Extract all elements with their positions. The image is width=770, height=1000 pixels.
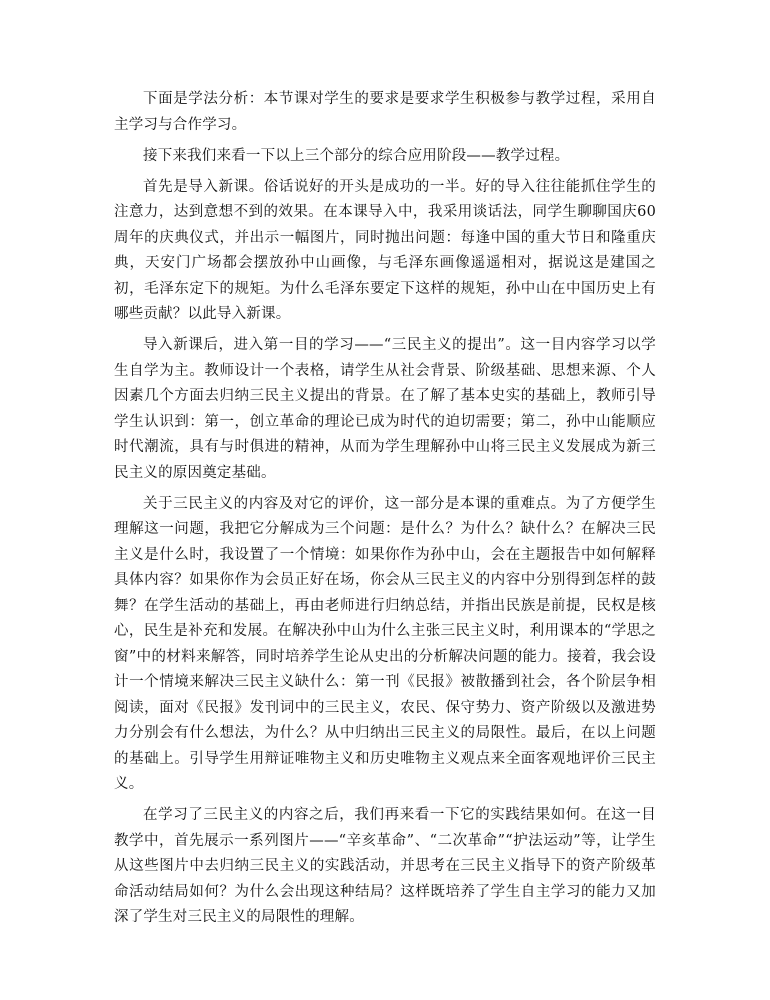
paragraph-lesson-introduction: 首先是导入新课。俗话说好的开头是成功的一半。好的导入往往能抓住学生的注意力，达到意想不到的效果。在本课导入中，我采用谈话法，同学生聊聊国庆60周年的庆典仪式，并出示一幅图片，同时抛出问题：每逢中国的重大节日和隆重庆典，天安门广场都会摆放孙中山画像，与毛泽东画像遥遥相对，据说这是建国之初，毛泽东定下的规矩。为什么毛泽东要定下这样的规矩，孙中山在中国历史上有哪些贡献？以此导入新课。 [114, 178, 656, 322]
paragraph-teaching-process-intro: 接下来我们来看一下以上三个部分的综合应用阶段——教学过程。 [143, 147, 570, 164]
paragraph-key-difficulties: 关于三民主义的内容及对它的评价，这一部分是本课的重难点。为了方便学生理解这一问题，我把它分解成为三个问题：是什么？为什么？缺什么？在解决三民主义是什么时，我设置了一个情境：如果你作为孙中山，会在主题报告中如何解释具体内容？如果你作为会员正好在场，你会从三民主义的内容中分别得到怎样的鼓舞？在学生活动的基础上，再由老师进行归纳总结，并指出民族是前提，民权是核心，民生是补充和发展。在解决孙中山为什么主张三民主义时，利用课本的“学思之窗”中的材料来解答，同时培养学生论从史出的分析解决问题的能力。接着，我会设计一个情境来解决三民主义缺什么：第一刊《民报》被散播到社会，各个阶层争相阅读，面对《民报》发刊词中的三民主义，农民、保守势力、资产阶级以及激进势力分别会有什么想法，为什么？从中归纳出三民主义的局限性。最后，在以上问题的基础上。引导学生用辩证唯物主义和历史唯物主义观点来全面客观地评价三民主义。 [114, 495, 656, 792]
paragraph-practice-results: 在学习了三民主义的内容之后，我们再来看一下它的实践结果如何。在这一目教学中，首先展示一系列图片——“辛亥革命”、“二次革命”“护法运动”等，让学生从这些图片中去归纳三民主义的实践活动，并思考在三民主义指导下的资产阶级革命活动结局如何？为什么会出现这种结局？这样既培养了学生自主学习的能力又加深了学生对三民主义的局限性的理解。 [114, 807, 656, 925]
paragraph-learning-method: 下面是学法分析：本节课对学生的要求是要求学生积极参与教学过程，采用自主学习与合作学习。 [114, 91, 656, 133]
paragraph-first-section: 导入新课后，进入第一目的学习——“三民主义的提出”。这一目内容学习以学生自学为主。教师设计一个表格，请学生从社会背景、阶级基础、思想来源、个人因素几个方面去归纳三民主义提出的背景。在了解了基本史实的基础上，教师引导学生认识到：第一，创立革命的理论已成为时代的迫切需要；第二，孙中山能顺应时代潮流，具有与时俱进的精神，从而为学生理解孙中山将三民主义发展成为新三民主义的原因奠定基础。 [114, 337, 656, 481]
document-body [114, 87, 656, 936]
